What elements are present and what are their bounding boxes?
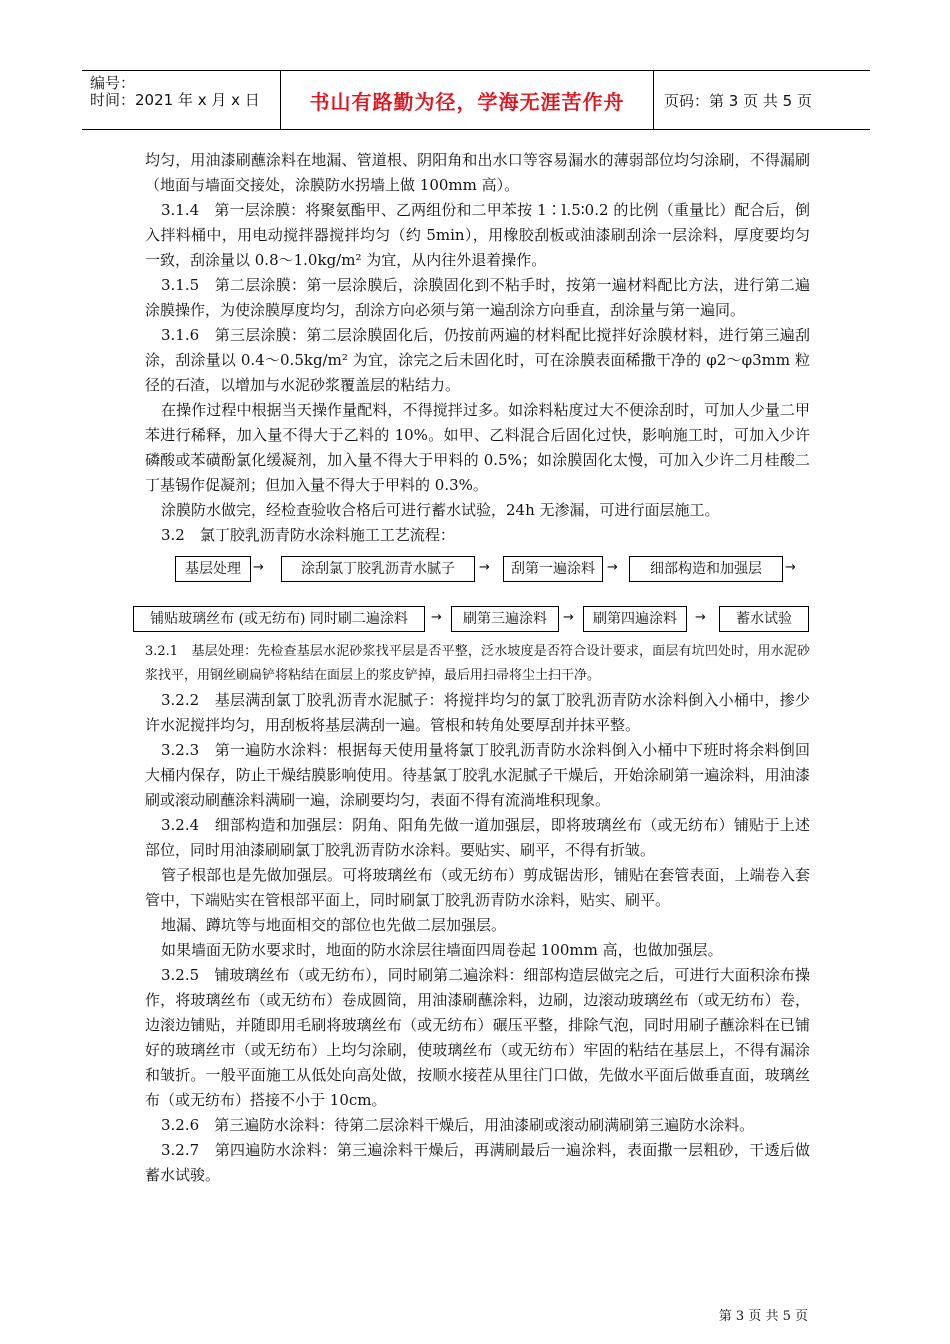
flow-arrow: → xyxy=(479,560,490,575)
paragraph: 管子根部也是先做加强层。可将玻璃丝布（或无纺布）剪成锯齿形，铺贴在套管表面，上端卷入套管中，下端贴实在管根部平面上，同时刷氯丁胶乳沥青防水涂料，贴实、刷平。 xyxy=(145,866,810,909)
paragraph-small: 3.2.1 基层处理：先检查基层水泥砂浆找平层是否平整，泛水坡度是否符合设计要求，面层有坑凹处时，用水泥砂浆找平，用钢丝刷扁铲将粘结在面层上的浆皮铲掉，最后用扫帚将尘土扫干净。 xyxy=(145,644,810,683)
flow-step-6: 刷第三遍涂料 xyxy=(451,606,559,632)
paragraph: 3.1.6 第三层涂膜：第二层涂膜固化后，仍按前两遍的材料配比搅拌好涂膜材料，进行第三遍刮涂，刮涂量以 0.4～0.5kg/m² 为宜，涂完之后未固化时，可在涂膜表面稀撒干净的 φ2～φ3mm 粒径的石渣，以增加与水泥砂浆覆盖层的粘结力。 xyxy=(145,326,810,394)
paragraph: 均匀，用油漆刷蘸涂料在地漏、管道根、阴阳角和出水口等容易漏水的薄弱部位均匀涂刷，不得漏刷（地面与墙面交接处，涂膜防水拐墙上做 100mm 高）。 xyxy=(145,151,810,194)
flow-step-4: 细部构造和加强层 xyxy=(629,556,783,582)
paragraph: 3.2.4 细部构造和加强层：阴角、阳角先做一道加强层，即将玻璃丝布（或无纺布）铺贴于上述部位，同时用油漆刷刷氯丁胶乳沥青防水涂料。要贴实、刷平，不得有折皱。 xyxy=(145,816,810,859)
paragraph: 3.1.5 第二层涂膜：第一层涂膜后，涂膜固化到不粘手时，按第一遍材料配比方法，进行第二遍涂膜操作，为使涂膜厚度均匀，刮涂方向必须与第一遍刮涂方向垂直，刮涂量与第一遍同。 xyxy=(145,276,810,319)
paragraph: 3.2.5 铺玻璃丝布（或无纺布），同时刷第二遍涂料：细部构造层做完之后，可进行大面积涂布操作，将玻璃丝布（或无纺布）卷成圆筒，用油漆刷蘸涂料，边刷，边滚动玻璃丝布（或无纺布）卷，边滚边铺贴，并随即用毛刷将玻璃丝布（或无纺布）碾压平整，排除气泡，同时用刷子蘸涂料在已铺好的玻璃丝市（或无纺布）上均匀涂刷，使玻璃丝布（或无纺布）牢固的粘结在基层上，不得有漏涂和皱折。一般平面施工从低处向高处做，按顺水接茬从里往门口做，先做水平面后做垂直面，玻璃丝布（或无纺布）搭接不小于 10cm。 xyxy=(145,966,810,1109)
paragraph: 在操作过程中根据当天操作量配料，不得搅拌过多。如涂料粘度过大不便涂刮时，可加人少量二甲苯进行稀释，加入量不得大于乙料的 10%。如甲、乙料混合后固化过快，影响施工时，可加入少许磷酸或苯磺酚氯化缓凝剂，加入量不得大于甲料的 0.5%；如涂膜固化太慢，可加入少许二月桂酸二丁基锡作促凝剂；但加入量不得大于甲料的 0.3%。 xyxy=(145,401,810,494)
flow-arrow: → xyxy=(785,560,796,575)
page-label: 页码：第 3 页 共 5 页 xyxy=(664,91,812,110)
paragraph: 地漏、蹲坑等与地面相交的部位也先做二层加强层。 xyxy=(161,916,507,934)
time-label: 时间：2021 年 x 月 x 日 xyxy=(90,91,260,109)
number-label: 编号： xyxy=(90,74,136,92)
paragraph: 3.2.2 基层满刮氯丁胶乳沥青水泥腻子：将搅拌均匀的氯丁胶乳沥青防水涂料倒入小桶中，掺少许水泥搅拌均匀，用刮板将基层满刮一遍。管根和转角处要厚刮并抹平整。 xyxy=(145,691,810,734)
paragraph: 3.2.7 第四遍防水涂料：第三遍涂料干燥后，再满刷最后一遍涂料，表面撒一层粗砂，干透后做蓄水试骏。 xyxy=(145,1141,810,1184)
page-footer: 第 3 页 共 5 页 xyxy=(718,1309,808,1324)
process-flowchart xyxy=(145,548,810,640)
flow-step-8: 蓄水试验 xyxy=(719,606,809,632)
header-page-cell xyxy=(654,71,880,129)
header-meta xyxy=(82,71,280,129)
paragraph: 如果墙面无防水要求时，地面的防水涂层往墙面四周卷起 100mm 高，也做加强层。 xyxy=(161,941,723,959)
section-heading: 3.2 氯丁胶乳沥青防水涂料施工工艺流程： xyxy=(161,526,455,544)
header-motto-cell xyxy=(280,71,654,129)
flow-arrow: → xyxy=(695,610,706,625)
document-body xyxy=(145,148,810,1188)
flow-step-1: 基层处理 xyxy=(175,556,251,582)
paragraph: 涂膜防水做完，经检查验收合格后可进行蓄水试验，24h 无渗漏，可进行面层施工。 xyxy=(161,501,720,519)
flow-step-5: 铺贴玻璃丝布 (或无纺布) 同时刷二遍涂料 xyxy=(133,606,425,632)
flow-step-2: 涂刮氯丁胶乳沥青水腻子 xyxy=(281,556,475,582)
motto: 书山有路勤为径，学海无涯苦作舟 xyxy=(309,89,625,114)
paragraph: 3.2.3 第一遍防水涂料：根据每天使用量将氯丁胶乳沥青防水涂料倒入小桶中下班时将余料倒回大桶内保存，防止干燥结膜影响使用。待基氯丁胶乳水泥腻子干燥后，开始涂刷第一遍涂料，用油漆刷或滚动刷蘸涂料满刷一遍，涂刷要均匀，表面不得有流淌堆积现象。 xyxy=(145,741,810,809)
flow-arrow: → xyxy=(563,610,574,625)
paragraph: 3.2.6 第三遍防水涂料：待第二层涂料干燥后，用油漆刷或滚动刷满刷第三遍防水涂料。 xyxy=(161,1116,755,1134)
paragraph: 3.1.4 第一层涂膜：将聚氨酯甲、乙两组份和二甲苯按 1∶l.5∶0.2 的比例（重量比）配合后，倒入拌料桶中，用电动搅拌器搅拌均匀（约 5min），用橡胶刮板或油漆刷刮涂一层涂料，厚度要均匀一致，刮涂量以 0.8～1.0kg/m² 为宜，从内往外退着操作。 xyxy=(145,201,810,269)
flow-arrow: → xyxy=(607,560,618,575)
flow-arrow: → xyxy=(431,610,442,625)
flow-step-3: 刮第一遍涂料 xyxy=(503,556,603,582)
page-header xyxy=(82,70,870,130)
flow-step-7: 刷第四遍涂料 xyxy=(583,606,687,632)
flow-arrow: → xyxy=(253,560,264,575)
